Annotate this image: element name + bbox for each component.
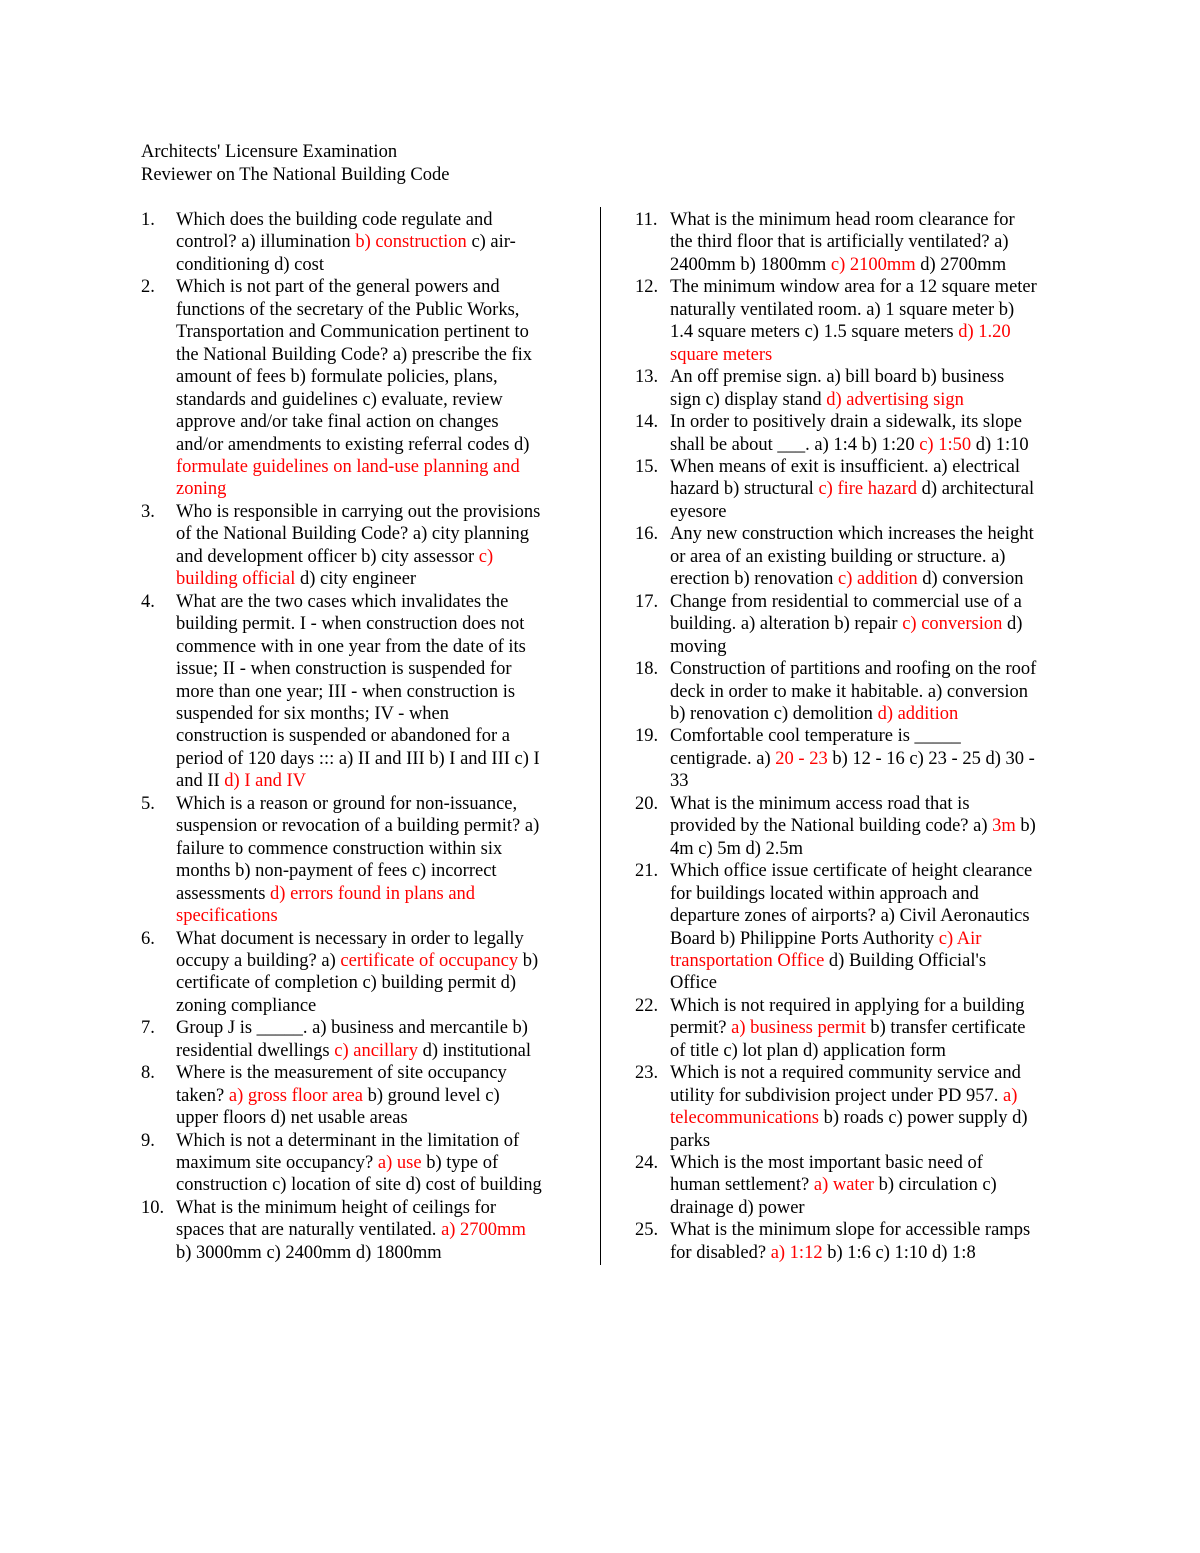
question-text (670, 860, 1065, 995)
question-number: 25. (635, 1220, 659, 1241)
correct-answer: formulate guidelines on land-use planning and zoning (176, 456, 520, 500)
question-prompt: Change from residential to commercial use of a building. a) alteration b) repair (670, 591, 1022, 635)
question-prompt: Construction of partitions and roofing on the roof deck in order to make it habitable. a) conversion b) renovation c) demolition (670, 659, 1037, 724)
question-prompt: What is the minimum slope for accessible ramps for disabled? (670, 1220, 1031, 1263)
question-number: 2. (141, 277, 155, 298)
question-item (635, 523, 1065, 590)
question-number: 9. (141, 1130, 155, 1151)
question-remaining-choices: d) 2700mm (915, 254, 1007, 275)
question-item (635, 1219, 1065, 1264)
question-remaining-choices: b) roads c) power supply d) parks (670, 1108, 1028, 1151)
question-number: 20. (635, 793, 659, 814)
question-text (670, 276, 1065, 366)
correct-answer: certificate of occupancy (340, 950, 519, 971)
question-prompt: Where is the measurement of site occupancy taken? (176, 1063, 507, 1106)
question-item (635, 209, 1065, 276)
question-number: 21. (635, 861, 659, 882)
correct-answer: c) fire hazard (818, 479, 918, 500)
question-text (670, 1152, 1065, 1219)
question-remaining-choices: b) 12 - 16 c) 23 - 25 d) 30 - 33 (670, 748, 1035, 792)
question-prompt: The minimum window area for a 12 square meter naturally ventilated room. a) 1 square meter b) 1.4 square meters c) 1.5 square meters (670, 277, 1037, 343)
question-remaining-choices: c) air- conditioning d) cost (176, 232, 516, 275)
question-prompt: Comfortable cool temperature is _____ centigrade. a) (670, 726, 961, 769)
question-prompt: What is the minimum access road that is provided by the National building code? a) (670, 793, 988, 837)
question-prompt: Any new construction which increases the height or area of an existing building or structure. a) erection b) renovation (670, 524, 1034, 590)
question-prompt: Which is the most important basic need of human settlement? (670, 1153, 983, 1196)
question-remaining-choices: d) conversion (917, 569, 1024, 590)
correct-answer: b) construction (355, 232, 467, 253)
correct-answer: a) business permit (731, 1018, 866, 1039)
question-number: 17. (635, 591, 659, 612)
question-number: 16. (635, 524, 659, 545)
question-text (176, 591, 571, 793)
question-item (141, 209, 571, 276)
question-prompt: Which is not a determinant in the limitation of maximum site occupancy? (176, 1130, 520, 1174)
correct-answer: c) conversion (902, 614, 1003, 635)
question-remaining-choices: b) 1:6 c) 1:10 d) 1:8 (822, 1242, 976, 1263)
question-prompt: Which is a reason or ground for non-issuance, suspension or revocation of a building permit? a) failure to commence construction within six months b) non-payment of fees c) incorrect assessments (176, 793, 540, 904)
question-remaining-choices: b) 3000mm c) 2400mm d) 1800mm (176, 1242, 442, 1263)
question-prompt: When means of exit is insufficient. a) electrical hazard b) structural (670, 456, 1020, 500)
correct-answer: c) 1:50 (919, 434, 972, 455)
question-number: 8. (141, 1063, 155, 1084)
correct-answer: d) errors found in plans and specifications (176, 883, 476, 927)
column-divider (600, 207, 601, 1265)
question-item (635, 860, 1065, 995)
question-text (176, 501, 571, 591)
question-item (141, 793, 571, 928)
question-item (141, 501, 571, 591)
question-prompt: Which is not required in applying for a building permit? (670, 995, 1025, 1039)
correct-answer: c) addition (837, 569, 918, 590)
question-item (635, 456, 1065, 523)
question-prompt: What is the minimum head room clearance for the third floor that is artificially ventilated? a) 2400mm b) 1800mm (670, 210, 1015, 275)
question-text (176, 793, 571, 928)
question-remaining-choices: b) circulation c) drainage d) power (670, 1175, 997, 1218)
question-number: 10. (141, 1197, 165, 1218)
correct-answer: c) building official (176, 546, 494, 590)
question-remaining-choices: b) type of construction c) location of site d) cost of building (176, 1153, 542, 1196)
question-remaining-choices: d) architectural eyesore (670, 479, 1035, 522)
question-remaining-choices: b) transfer certificate of title c) lot plan d) application form (670, 1018, 1026, 1061)
correct-answer: a) gross floor area (228, 1085, 363, 1106)
question-remaining-choices: d) city engineer (295, 569, 417, 590)
question-number: 7. (141, 1018, 155, 1039)
correct-answer: 3m (992, 816, 1016, 837)
question-text (670, 658, 1065, 725)
questions-column-left (141, 209, 571, 1264)
question-text (670, 1219, 1065, 1264)
question-prompt: Group J is _____. a) business and mercantile b) residential dwellings (176, 1018, 528, 1061)
question-number: 3. (141, 501, 155, 522)
reviewer-subtitle: Reviewer on The National Building Code (141, 165, 450, 185)
question-item (141, 1017, 571, 1062)
question-text (670, 523, 1065, 590)
correct-answer: d) 1.20 square meters (670, 322, 1011, 365)
question-item (141, 928, 571, 1018)
question-text (176, 276, 571, 501)
question-item (635, 276, 1065, 366)
question-text (176, 1062, 571, 1129)
question-item (141, 591, 571, 793)
question-text (176, 209, 571, 276)
question-number: 1. (141, 210, 155, 230)
question-text (670, 411, 1065, 456)
question-remaining-choices: d) institutional (417, 1040, 532, 1061)
correct-answer: d) I and IV (224, 771, 306, 792)
question-prompt: What are the two cases which invalidates the building permit. I - when construction does not commence with in one year from the date of its issue; II - when construction is suspended for more than one year; III - when construction is suspended for six months; IV - when construction is suspended or abandoned for a period of 120 days ::: a) II and III b) I and III c) I and II (176, 591, 540, 792)
question-number: 11. (635, 210, 658, 230)
question-number: 6. (141, 928, 155, 949)
question-prompt: What document is necessary in order to legally occupy a building? a) (176, 928, 524, 971)
question-prompt: An off premise sign. a) bill board b) business sign c) display stand (670, 367, 1005, 410)
correct-answer: a) water (813, 1175, 874, 1196)
correct-answer: 20 - 23 (775, 748, 828, 769)
correct-answer: c) Air transportation Office (670, 928, 982, 971)
question-text (670, 793, 1065, 860)
question-number: 5. (141, 793, 155, 814)
question-text (670, 725, 1065, 792)
correct-answer: a) 1:12 (770, 1242, 823, 1263)
question-item (635, 658, 1065, 725)
question-prompt: In order to positively drain a sidewalk, its slope shall be about ___. a) 1:4 b) 1:20 (670, 412, 1022, 455)
question-prompt: Which does the building code regulate and control? a) illumination (176, 210, 493, 253)
correct-answer: c) 2100mm (830, 254, 916, 275)
question-prompt: Who is responsible in carrying out the provisions of the National Building Code? a) city planning and development officer b) city assessor (176, 501, 541, 567)
question-remaining-choices: b) ground level c) upper floors d) net usable areas (176, 1085, 500, 1129)
question-number: 22. (635, 995, 659, 1016)
question-prompt: What is the minimum height of ceilings for spaces that are naturally ventilated. (176, 1197, 497, 1241)
question-number: 23. (635, 1063, 659, 1084)
question-number: 19. (635, 726, 659, 747)
document-header (141, 141, 449, 187)
question-remaining-choices: d) moving (670, 614, 1023, 657)
question-item (141, 1062, 571, 1129)
correct-answer: a) 2700mm (441, 1220, 526, 1241)
question-item (635, 366, 1065, 411)
question-prompt: Which office issue certificate of height clearance for buildings located within approach and departure zones of airports? a) Civil Aeronautics Board b) Philippine Ports Authority (670, 861, 1033, 949)
question-text (176, 1130, 571, 1197)
question-text (670, 591, 1065, 658)
exam-title: Architects' Licensure Examination (141, 142, 398, 162)
question-item (635, 411, 1065, 456)
question-number: 24. (635, 1153, 659, 1174)
question-number: 15. (635, 456, 659, 477)
correct-answer: d) advertising sign (826, 389, 964, 410)
question-text (176, 1017, 571, 1062)
question-item (141, 276, 571, 501)
question-item (635, 591, 1065, 658)
question-remaining-choices: b) 4m c) 5m d) 2.5m (670, 816, 1036, 859)
question-item (635, 995, 1065, 1062)
question-item (141, 1130, 571, 1197)
question-number: 12. (635, 277, 659, 298)
question-item (635, 1062, 1065, 1152)
question-item (635, 1152, 1065, 1219)
question-text (670, 995, 1065, 1062)
questions-column-right (635, 209, 1065, 1264)
question-prompt: Which is not part of the general powers and functions of the secretary of the Public Works, Transportation and Communication pertinent to the National Building Code? a) prescribe the fix amount of fees b) formulate policies, plans, standards and guidelines c) evaluate, review approve and/or take final action on changes and/or amendments to existing referral codes d) (176, 277, 533, 455)
question-item (635, 725, 1065, 792)
question-item (141, 1197, 571, 1264)
question-number: 14. (635, 412, 659, 433)
question-text (670, 1062, 1065, 1152)
correct-answer: a) telecommunications (670, 1085, 1018, 1129)
question-remaining-choices: d) 1:10 (971, 434, 1029, 455)
question-number: 4. (141, 591, 155, 612)
question-prompt: Which is not a required community service and utility for subdivision project under PD 957. (670, 1063, 1021, 1106)
question-remaining-choices: d) Building Official's Office (670, 950, 987, 994)
question-number: 18. (635, 659, 659, 680)
correct-answer: d) addition (877, 703, 959, 724)
correct-answer: a) use (377, 1153, 422, 1174)
question-remaining-choices: b) certificate of completion c) building permit d) zoning compliance (176, 950, 539, 1016)
question-text (670, 366, 1065, 411)
question-item (635, 793, 1065, 860)
question-text (670, 456, 1065, 523)
question-number: 13. (635, 367, 659, 388)
correct-answer: c) ancillary (334, 1040, 418, 1061)
question-text (176, 928, 571, 1018)
question-text (670, 209, 1065, 276)
question-text (176, 1197, 571, 1264)
